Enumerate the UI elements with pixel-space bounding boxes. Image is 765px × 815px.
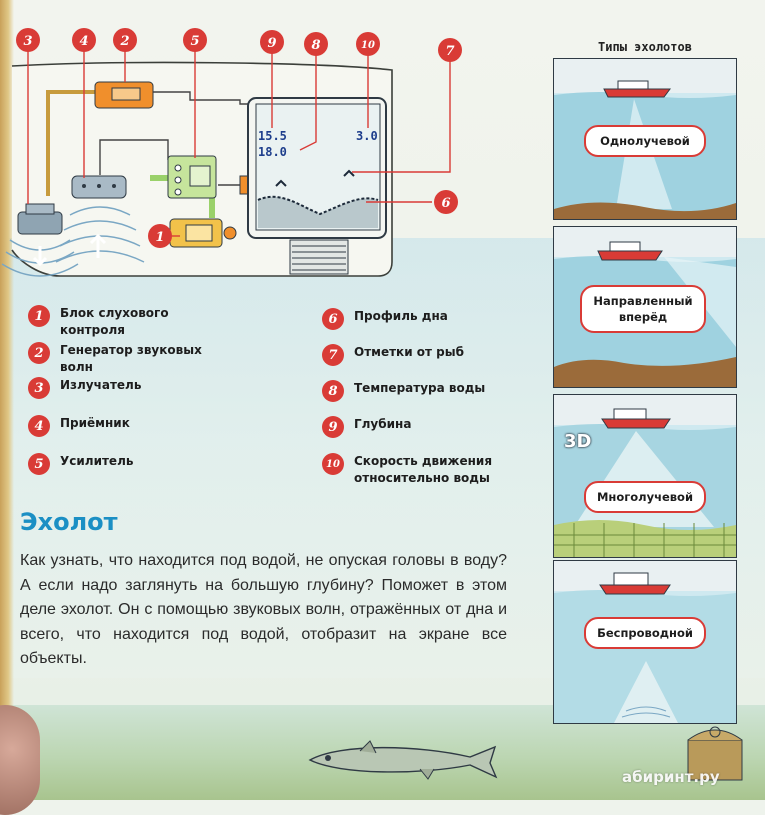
legend-item-8 bbox=[322, 380, 485, 402]
callout-6 bbox=[434, 190, 458, 214]
legend-item-3 bbox=[28, 377, 141, 399]
legend-label: Блок слухового контроля bbox=[60, 306, 169, 337]
legend-item-1 bbox=[28, 305, 210, 339]
legend-label: Отметки от рыб bbox=[354, 345, 464, 359]
svg-text:4: 4 bbox=[79, 34, 89, 49]
type-label-single-beam: Однолучевой bbox=[584, 125, 706, 157]
legend-number: 4 bbox=[28, 415, 50, 437]
sidebar-title: Типы эхолотов bbox=[598, 40, 692, 54]
type-panel-forward bbox=[553, 226, 737, 388]
svg-text:5: 5 bbox=[190, 34, 200, 49]
callout-3 bbox=[16, 28, 40, 52]
callout-10 bbox=[356, 32, 380, 56]
callout-9 bbox=[260, 30, 284, 54]
callout-2 bbox=[113, 28, 137, 52]
legend-item-2 bbox=[28, 342, 210, 376]
legend-number: 5 bbox=[28, 453, 50, 475]
multibeam-illustration bbox=[554, 395, 736, 557]
echo-sounder-diagram bbox=[0, 20, 520, 290]
watermark-text: абиринт.ру bbox=[622, 768, 720, 786]
type-panel-wireless bbox=[553, 560, 737, 724]
svg-text:7: 7 bbox=[445, 44, 455, 59]
badge-3d: 3D bbox=[564, 431, 592, 452]
callout-8 bbox=[304, 32, 328, 56]
type-panel-multibeam bbox=[553, 394, 737, 558]
callout-4 bbox=[72, 28, 96, 52]
type-label-wireless: Беспроводной bbox=[584, 617, 706, 649]
legend-label: Глубина bbox=[354, 417, 412, 431]
legend-label: Приёмник bbox=[60, 416, 130, 430]
legend-number: 6 bbox=[322, 308, 344, 330]
legend-label: Скорость движения относительно воды bbox=[354, 454, 493, 485]
callout-7 bbox=[438, 38, 462, 62]
legend-number: 10 bbox=[322, 453, 344, 475]
article-body: Как узнать, что находится под водой, не опуская головы в воду? А если надо заглянуть на большую глубину? Поможет в этом деле эхолот. Он с помощью звуковых волн, отражённых от дна и всего, что находится под водой, отобразит на экране все объекты. bbox=[20, 552, 507, 667]
type-label-multibeam: Многолучевой bbox=[584, 481, 706, 513]
legend-number: 2 bbox=[28, 342, 50, 364]
legend-item-6 bbox=[322, 308, 448, 330]
svg-text:9: 9 bbox=[267, 36, 277, 51]
legend-number: 1 bbox=[28, 305, 50, 327]
legend-label: Профиль дна bbox=[354, 309, 448, 323]
legend-number: 8 bbox=[322, 380, 344, 402]
type-label-forward: Направленный вперёд bbox=[580, 285, 706, 333]
legend-label: Генератор звуковых волн bbox=[60, 343, 202, 374]
callout-1 bbox=[148, 224, 172, 248]
legend-number: 9 bbox=[322, 416, 344, 438]
legend-item-5 bbox=[28, 453, 133, 475]
legend-number: 3 bbox=[28, 377, 50, 399]
sound-wave-generator bbox=[95, 82, 153, 108]
pike-fish-illustration bbox=[300, 735, 500, 785]
legend-item-9 bbox=[322, 416, 411, 438]
legend-item-10 bbox=[322, 453, 504, 487]
legend-item-4 bbox=[28, 415, 130, 437]
legend-label: Излучатель bbox=[60, 378, 142, 392]
callout-5 bbox=[183, 28, 207, 52]
svg-text:2: 2 bbox=[120, 34, 130, 49]
svg-text:6: 6 bbox=[441, 196, 451, 211]
article-title: Эхолот bbox=[20, 508, 118, 536]
legend-label: Температура воды bbox=[354, 381, 486, 395]
svg-text:3: 3 bbox=[23, 34, 33, 49]
screen-depth-value: 18.0 bbox=[258, 145, 287, 159]
svg-text:10: 10 bbox=[361, 40, 375, 51]
svg-text:1: 1 bbox=[155, 230, 165, 245]
legend-number: 7 bbox=[322, 344, 344, 366]
legend-item-7 bbox=[322, 344, 464, 366]
svg-text:8: 8 bbox=[311, 38, 321, 53]
legend bbox=[28, 302, 528, 502]
type-panel-single-beam bbox=[553, 58, 737, 220]
screen-speed-value: 3.0 bbox=[356, 129, 378, 143]
legend-label: Усилитель bbox=[60, 454, 134, 468]
screen-temperature-value: 15.5 bbox=[258, 129, 287, 143]
finger-photo bbox=[0, 705, 40, 815]
